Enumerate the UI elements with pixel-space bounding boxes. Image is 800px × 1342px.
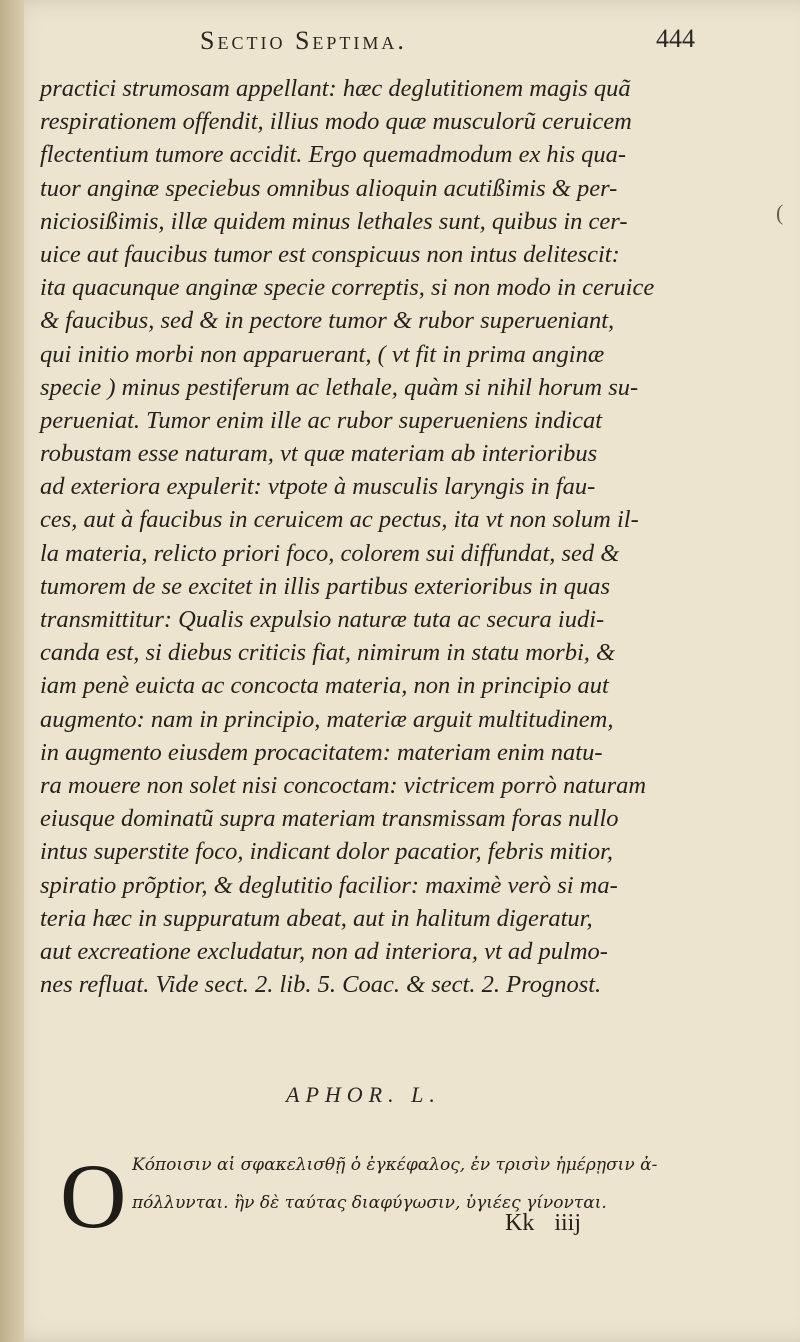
text-line: tumorem de se excitet in illis partibus exterioribus in quas bbox=[40, 572, 611, 600]
text-line: canda est, si diebus criticis fiat, nimirum in statu morbi, & bbox=[40, 639, 616, 667]
text-line: tuor anginæ speciebus omnibus alioquin acutißimis & per- bbox=[40, 174, 618, 202]
text-line: teria hæc in suppuratum abeat, aut in halitum digeratur, bbox=[40, 904, 593, 932]
text-line: perueniat. Tumor enim ille ac rubor superueniens indicat bbox=[40, 406, 603, 434]
text-line: spiratio prõptior, & deglutitio facilior: maximè verò si ma- bbox=[40, 871, 618, 899]
text-line: iam penè euicta ac concocta materia, non in principio aut bbox=[40, 672, 609, 700]
text-line: transmittitur: Qualis expulsio naturæ tuta ac secura iudi- bbox=[40, 606, 605, 633]
text-line: ces, aut à faucibus in ceruicem ac pectus, ita vt non solum il- bbox=[40, 506, 639, 534]
running-head: Sectio Septima. bbox=[200, 26, 407, 55]
page-gutter bbox=[0, 0, 24, 1342]
text-line: & faucibus, sed & in pectore tumor & rubor superueniant, bbox=[40, 307, 615, 335]
text-line: eiusque dominatũ supra materiam transmissam foras nullo bbox=[40, 805, 619, 833]
text-line: robustam esse naturam, vt quæ materiam ab interioribus bbox=[40, 440, 598, 468]
greek-line: Κόποισιν αἱ σφακελισθῇ ὁ ἐγκέφαλος, ἐν τρισὶν ἡμέρῃσιν ἀ- bbox=[132, 1155, 658, 1175]
drop-cap-initial: O bbox=[60, 1145, 127, 1247]
text-line: specie ) minus pestiferum ac lethale, quàm si nihil horum su- bbox=[40, 373, 639, 401]
text-line: respirationem offendit, illius modo quæ musculorũ ceruicem bbox=[40, 108, 632, 136]
text-line: nes refluat. Vide sect. 2. lib. 5. Coac. & sect. 2. Prognost. bbox=[40, 971, 602, 999]
commentary-text bbox=[40, 72, 740, 1001]
margin-mark: ( bbox=[776, 200, 784, 225]
greek-aphorism-text bbox=[132, 1146, 752, 1222]
text-line: uice aut faucibus tumor est conspicuus non intus delitescit: bbox=[40, 240, 620, 268]
text-line: in augmento eiusdem procacitatem: materiam enim natu- bbox=[40, 738, 603, 766]
text-line: ad exteriora expulerit: vtpote à musculis laryngis in fau- bbox=[40, 473, 596, 501]
page-number: 444 bbox=[656, 24, 695, 53]
text-line: intus superstite foco, indicant dolor pacatior, febris mitior, bbox=[40, 838, 614, 866]
signature-mark: Kk iiij bbox=[505, 1210, 582, 1236]
text-line: aut excreatione excludatur, non ad interiora, vt ad pulmo- bbox=[40, 937, 608, 965]
text-line: la materia, relicto priori foco, colorem sui diffundat, sed & bbox=[40, 539, 620, 567]
aphorism-heading: APHOR. L. bbox=[286, 1082, 441, 1107]
greek-line: πόλλυνται. ἢν δὲ ταύτας διαφύγωσιν, ὑγιέες γίνονται. bbox=[132, 1193, 607, 1213]
text-line: augmento: nam in principio, materiæ arguit multitudinem, bbox=[40, 705, 614, 733]
text-line: practici strumosam appellant: hæc deglutitionem magis quã bbox=[40, 75, 631, 102]
text-line: qui initio morbi non apparuerant, ( vt fit in prima anginæ bbox=[40, 340, 605, 368]
text-line: niciosißimis, illæ quidem minus lethales sunt, quibus in cer- bbox=[40, 207, 628, 235]
text-line: ra mouere non solet nisi concoctam: victricem porrò naturam bbox=[40, 771, 647, 799]
text-line: flectentium tumore accidit. Ergo quemadmodum ex his qua- bbox=[40, 141, 627, 169]
text-line: ita quacunque anginæ specie correptis, si non modo in ceruice bbox=[40, 274, 655, 302]
